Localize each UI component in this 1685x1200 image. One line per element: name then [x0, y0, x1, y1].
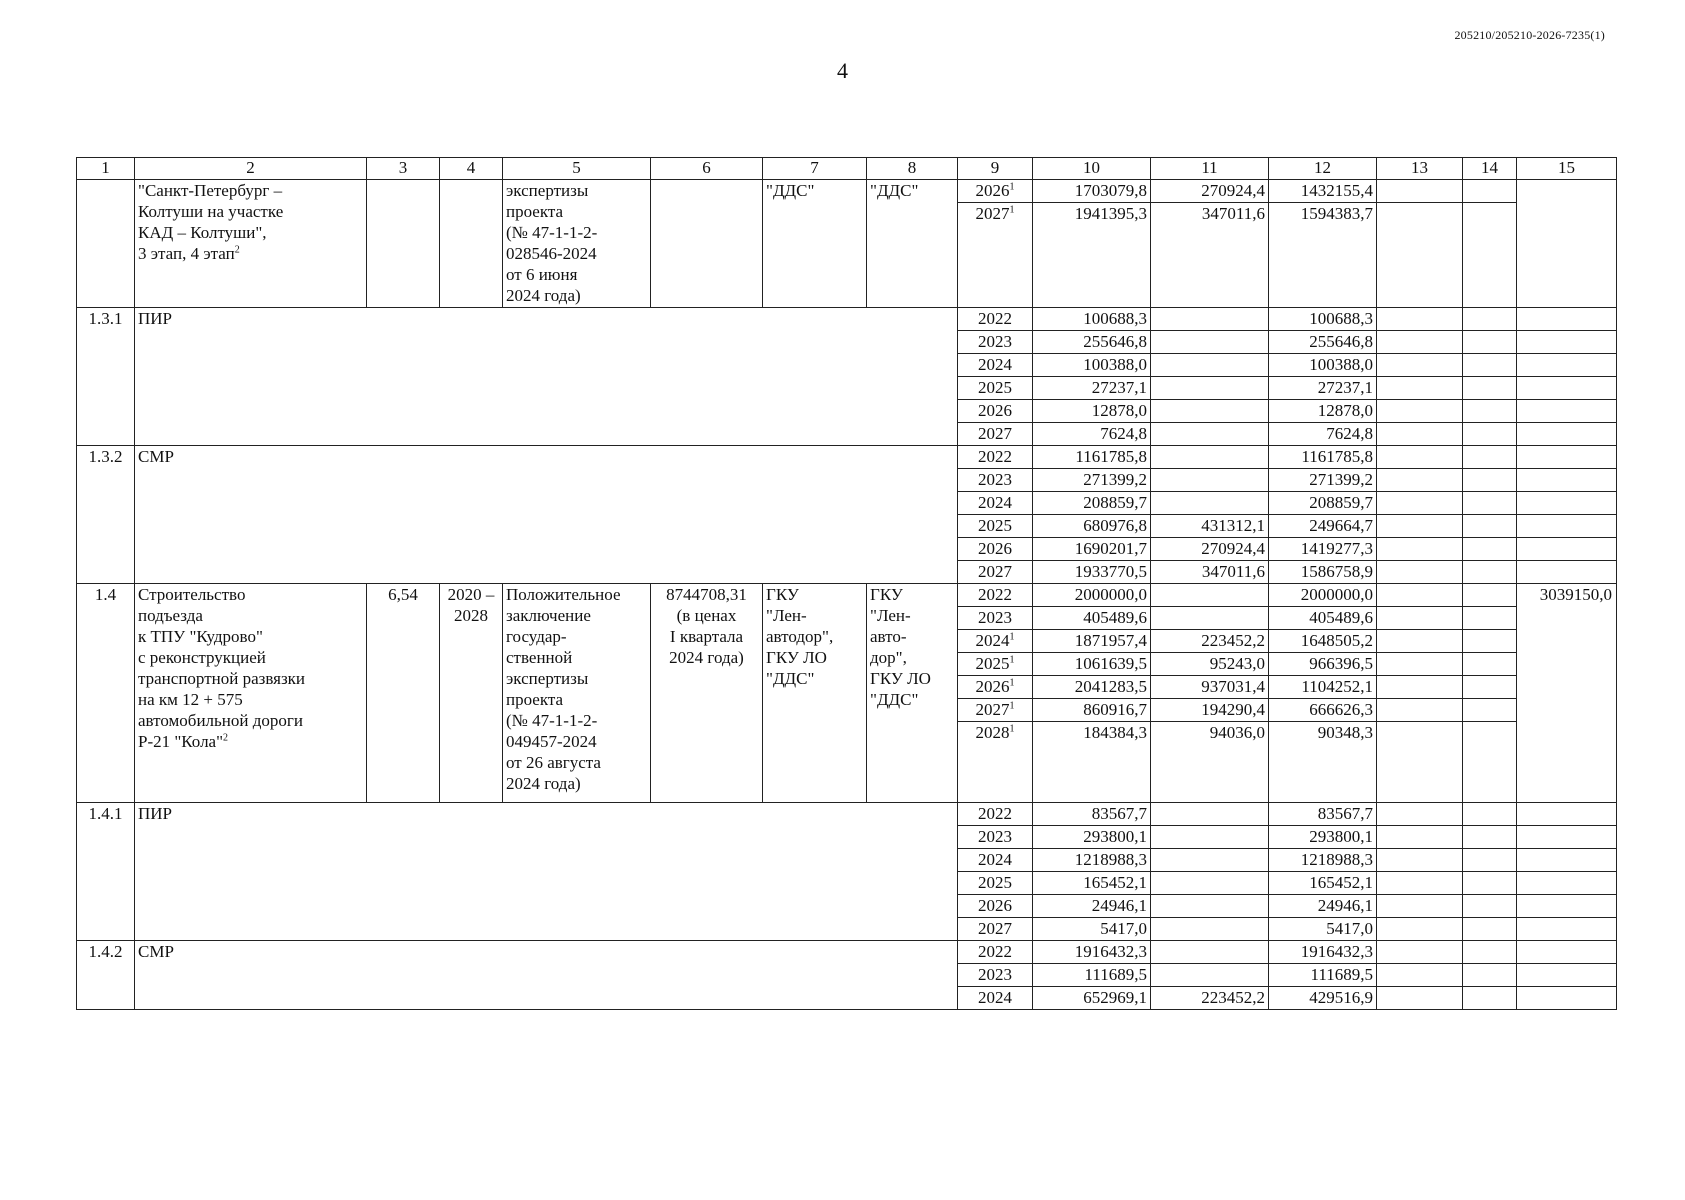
- year-value: 2026: [975, 677, 1010, 696]
- col15-cell: [1517, 331, 1617, 354]
- col-header: 15: [1517, 158, 1617, 180]
- col13-cell: [1377, 538, 1463, 561]
- col13-cell: [1377, 377, 1463, 400]
- item-number: 1.4.1: [77, 803, 135, 941]
- item-number: 1.3.1: [77, 308, 135, 446]
- year-cell: [958, 180, 1033, 203]
- year-value: 2027: [978, 562, 1012, 581]
- col15-cell: [1517, 895, 1617, 918]
- value-c11: [1151, 584, 1269, 607]
- col13-cell: [1377, 180, 1463, 203]
- year-cell: [958, 377, 1033, 400]
- col14-cell: [1463, 377, 1517, 400]
- col14-cell: [1463, 561, 1517, 584]
- value-c11: [1151, 308, 1269, 331]
- col13-cell: [1377, 515, 1463, 538]
- year-value: 2025: [978, 378, 1012, 397]
- col15-cell: [1517, 354, 1617, 377]
- value-c10: 27237,1: [1033, 377, 1151, 400]
- value-c12: 7624,8: [1269, 423, 1377, 446]
- year-value: 2024: [978, 355, 1012, 374]
- value-c10: 2000000,0: [1033, 584, 1151, 607]
- col15-cell: [1517, 803, 1617, 826]
- year-cell: [958, 469, 1033, 492]
- col14-cell: [1463, 918, 1517, 941]
- year-value: 2028: [975, 723, 1010, 742]
- year-value: 2023: [978, 965, 1012, 984]
- year-value: 2027: [978, 424, 1012, 443]
- col14-cell: [1463, 423, 1517, 446]
- value-c12: 249664,7: [1269, 515, 1377, 538]
- value-c11: 270924,4: [1151, 180, 1269, 203]
- col15-cell: [1517, 872, 1617, 895]
- col13-cell: [1377, 469, 1463, 492]
- value-c10: 1161785,8: [1033, 446, 1151, 469]
- col14-cell: [1463, 538, 1517, 561]
- value-c12: 1419277,3: [1269, 538, 1377, 561]
- year-cell: [958, 964, 1033, 987]
- col13-cell: [1377, 331, 1463, 354]
- value-c10: 184384,3: [1033, 722, 1151, 803]
- value-c11: 94036,0: [1151, 722, 1269, 803]
- value-c11: 270924,4: [1151, 538, 1269, 561]
- value-c11: [1151, 469, 1269, 492]
- value-c11: [1151, 492, 1269, 515]
- item-number: 1.3.2: [77, 446, 135, 584]
- footnote-mark: 1: [1009, 204, 1015, 216]
- col14-cell: [1463, 607, 1517, 630]
- section-label: ПИР: [135, 803, 958, 941]
- value-c12: 27237,1: [1269, 377, 1377, 400]
- col13-cell: [1377, 354, 1463, 377]
- year-value: 2024: [978, 493, 1012, 512]
- value-c10: 1703079,8: [1033, 180, 1151, 203]
- col13-cell: [1377, 722, 1463, 803]
- year-value: 2023: [978, 332, 1012, 351]
- year-cell: [958, 987, 1033, 1010]
- value-c12: 208859,7: [1269, 492, 1377, 515]
- value-c10: 2041283,5: [1033, 676, 1151, 699]
- col15-cell: [1517, 964, 1617, 987]
- col13-cell: [1377, 676, 1463, 699]
- col15-cell: [1517, 446, 1617, 469]
- year-value: 2025: [975, 654, 1010, 673]
- table-row: [77, 446, 1617, 469]
- year-cell: [958, 515, 1033, 538]
- value-c10: 1941395,3: [1033, 203, 1151, 308]
- value-c11: 937031,4: [1151, 676, 1269, 699]
- col-header: 8: [867, 158, 958, 180]
- col14-cell: [1463, 400, 1517, 423]
- developer-cell: ГКУ "Лен- авто- дор", ГКУ ЛО "ДДС": [867, 584, 958, 803]
- year-value: 2024: [975, 631, 1010, 650]
- value-c11: [1151, 446, 1269, 469]
- col14-cell: [1463, 515, 1517, 538]
- year-cell: [958, 203, 1033, 308]
- value-c12: 966396,5: [1269, 653, 1377, 676]
- col13-cell: [1377, 699, 1463, 722]
- value-c10: 1061639,5: [1033, 653, 1151, 676]
- period-cell: 2020 – 2028: [440, 584, 503, 803]
- col13-cell: [1377, 607, 1463, 630]
- page-number: 4: [837, 58, 848, 83]
- value-c11: 223452,2: [1151, 630, 1269, 653]
- value-c12: 1648505,2: [1269, 630, 1377, 653]
- col14-cell: [1463, 895, 1517, 918]
- value-c12: 293800,1: [1269, 826, 1377, 849]
- budget-table: [76, 157, 1617, 1010]
- col13-cell: [1377, 918, 1463, 941]
- year-cell: [958, 331, 1033, 354]
- year-cell: [958, 941, 1033, 964]
- year-cell: [958, 895, 1033, 918]
- col-header: 6: [651, 158, 763, 180]
- value-c11: 431312,1: [1151, 515, 1269, 538]
- value-c11: 194290,4: [1151, 699, 1269, 722]
- col13-cell: [1377, 203, 1463, 308]
- value-c11: [1151, 377, 1269, 400]
- footnote-mark: 2: [234, 244, 240, 256]
- year-value: 2022: [978, 804, 1012, 823]
- col-header: 9: [958, 158, 1033, 180]
- value-c11: [1151, 331, 1269, 354]
- year-cell: [958, 676, 1033, 699]
- value-c12: 255646,8: [1269, 331, 1377, 354]
- col15-cell: [1517, 400, 1617, 423]
- col14-cell: [1463, 180, 1517, 203]
- year-value: 2025: [978, 873, 1012, 892]
- col14-cell: [1463, 354, 1517, 377]
- value-c12: 111689,5: [1269, 964, 1377, 987]
- year-cell: [958, 446, 1033, 469]
- table-row: [77, 308, 1617, 331]
- value-c10: 100688,3: [1033, 308, 1151, 331]
- year-value: 2022: [978, 585, 1012, 604]
- document-id: 205210/205210-2026-7235(1): [1454, 28, 1605, 42]
- value-c12: 100688,3: [1269, 308, 1377, 331]
- value-c10: 255646,8: [1033, 331, 1151, 354]
- value-c10: 111689,5: [1033, 964, 1151, 987]
- col14-cell: [1463, 849, 1517, 872]
- value-c11: [1151, 826, 1269, 849]
- section-label: СМР: [135, 446, 958, 584]
- value-c10: 271399,2: [1033, 469, 1151, 492]
- footnote-mark: 1: [1009, 631, 1015, 643]
- value-c11: 223452,2: [1151, 987, 1269, 1010]
- value-c12: 1218988,3: [1269, 849, 1377, 872]
- col14-cell: [1463, 699, 1517, 722]
- value-c12: 1432155,4: [1269, 180, 1377, 203]
- col14-cell: [1463, 469, 1517, 492]
- value-c12: 429516,9: [1269, 987, 1377, 1010]
- value-c12: 24946,1: [1269, 895, 1377, 918]
- col-header: 12: [1269, 158, 1377, 180]
- value-c12: 1161785,8: [1269, 446, 1377, 469]
- col14-cell: [1463, 722, 1517, 803]
- year-cell: [958, 492, 1033, 515]
- value-c11: [1151, 803, 1269, 826]
- col-header: 2: [135, 158, 367, 180]
- value-c10: 12878,0: [1033, 400, 1151, 423]
- length-cell: [367, 180, 440, 308]
- length-cell: 6,54: [367, 584, 440, 803]
- value-c10: 293800,1: [1033, 826, 1151, 849]
- value-c11: [1151, 895, 1269, 918]
- value-c10: 165452,1: [1033, 872, 1151, 895]
- period-cell: [440, 180, 503, 308]
- year-cell: [958, 308, 1033, 331]
- value-c10: 680976,8: [1033, 515, 1151, 538]
- year-value: 2027: [975, 700, 1010, 719]
- col14-cell: [1463, 584, 1517, 607]
- item-number: 1.4.2: [77, 941, 135, 1010]
- footnote-mark: 1: [1009, 723, 1015, 735]
- value-c12: 5417,0: [1269, 918, 1377, 941]
- col14-cell: [1463, 676, 1517, 699]
- year-value: 2022: [978, 447, 1012, 466]
- value-c11: 95243,0: [1151, 653, 1269, 676]
- year-cell: [958, 722, 1033, 803]
- value-c11: [1151, 918, 1269, 941]
- year-value: 2026: [978, 896, 1012, 915]
- col13-cell: [1377, 826, 1463, 849]
- col15-cell: [1517, 538, 1617, 561]
- col13-cell: [1377, 630, 1463, 653]
- section-label: ПИР: [135, 308, 958, 446]
- year-value: 2025: [978, 516, 1012, 535]
- value-c11: [1151, 872, 1269, 895]
- value-c11: [1151, 607, 1269, 630]
- table-row: [77, 803, 1617, 826]
- col14-cell: [1463, 308, 1517, 331]
- value-c12: 2000000,0: [1269, 584, 1377, 607]
- col13-cell: [1377, 987, 1463, 1010]
- col-header: 7: [763, 158, 867, 180]
- value-c10: 1916432,3: [1033, 941, 1151, 964]
- object-name-cell: [135, 584, 367, 803]
- footnote-mark: 1: [1009, 654, 1015, 666]
- year-value: 2024: [978, 850, 1012, 869]
- col14-cell: [1463, 803, 1517, 826]
- col13-cell: [1377, 492, 1463, 515]
- col15-cell: [1517, 492, 1617, 515]
- col13-cell: [1377, 400, 1463, 423]
- col-header: 5: [503, 158, 651, 180]
- column-number-row: [77, 158, 1617, 180]
- year-cell: [958, 584, 1033, 607]
- item-number-cell: [77, 180, 135, 308]
- col14-cell: [1463, 331, 1517, 354]
- col13-cell: [1377, 803, 1463, 826]
- year-cell: [958, 423, 1033, 446]
- value-c10: 5417,0: [1033, 918, 1151, 941]
- value-c10: 1218988,3: [1033, 849, 1151, 872]
- value-c12: 12878,0: [1269, 400, 1377, 423]
- year-cell: [958, 630, 1033, 653]
- value-c11: 347011,6: [1151, 203, 1269, 308]
- value-c12: 90348,3: [1269, 722, 1377, 803]
- col14-cell: [1463, 653, 1517, 676]
- object-name-cell: [135, 180, 367, 308]
- value-c12: 271399,2: [1269, 469, 1377, 492]
- col-header: 13: [1377, 158, 1463, 180]
- value-c12: 1594383,7: [1269, 203, 1377, 308]
- col15-cell: [1517, 515, 1617, 538]
- value-c11: [1151, 423, 1269, 446]
- col14-cell: [1463, 492, 1517, 515]
- col13-cell: [1377, 308, 1463, 331]
- col15-cell: [1517, 918, 1617, 941]
- value-c12: 1104252,1: [1269, 676, 1377, 699]
- value-c11: 347011,6: [1151, 561, 1269, 584]
- year-value: 2027: [978, 919, 1012, 938]
- value-c10: 1871957,4: [1033, 630, 1151, 653]
- year-cell: [958, 826, 1033, 849]
- value-c10: 83567,7: [1033, 803, 1151, 826]
- object-name: "Санкт-Петербург – Колтуши на участке КАД – Колтуши", 3 этап, 4 этап: [138, 181, 284, 263]
- col13-cell: [1377, 941, 1463, 964]
- cost-cell: 8744708,31 (в ценах I квартала 2024 года): [651, 584, 763, 803]
- value-c10: 24946,1: [1033, 895, 1151, 918]
- footnote-mark: 1: [1009, 181, 1015, 193]
- year-cell: [958, 354, 1033, 377]
- expertise-cell: экспертизы проекта (№ 47-1-1-2- 028546-2024 от 6 июня 2024 года): [503, 180, 651, 308]
- col14-cell: [1463, 872, 1517, 895]
- col13-cell: [1377, 653, 1463, 676]
- value-c10: 1690201,7: [1033, 538, 1151, 561]
- value-c10: 405489,6: [1033, 607, 1151, 630]
- value-c12: 100388,0: [1269, 354, 1377, 377]
- col13-cell: [1377, 584, 1463, 607]
- customer-cell: ГКУ "Лен- автодор", ГКУ ЛО "ДДС": [763, 584, 867, 803]
- col-header: 10: [1033, 158, 1151, 180]
- table-row: [77, 180, 1617, 203]
- year-cell: [958, 872, 1033, 895]
- col-header: 14: [1463, 158, 1517, 180]
- value-c12: 83567,7: [1269, 803, 1377, 826]
- year-cell: [958, 918, 1033, 941]
- year-value: 2023: [978, 470, 1012, 489]
- year-cell: [958, 400, 1033, 423]
- col14-cell: [1463, 987, 1517, 1010]
- section-label: СМР: [135, 941, 958, 1010]
- value-c11: [1151, 400, 1269, 423]
- cost-cell: [651, 180, 763, 308]
- value-c10: 860916,7: [1033, 699, 1151, 722]
- value-c12: 165452,1: [1269, 872, 1377, 895]
- value-c11: [1151, 964, 1269, 987]
- col14-cell: [1463, 941, 1517, 964]
- value-c10: 208859,7: [1033, 492, 1151, 515]
- col15-cell: [1517, 423, 1617, 446]
- col15-cell: [1517, 849, 1617, 872]
- year-value: 2026: [978, 401, 1012, 420]
- value-c10: 652969,1: [1033, 987, 1151, 1010]
- value-c11: [1151, 354, 1269, 377]
- col15-cell: [1517, 826, 1617, 849]
- year-cell: [958, 699, 1033, 722]
- year-value: 2022: [978, 309, 1012, 328]
- year-value: 2026: [978, 539, 1012, 558]
- year-value: 2026: [975, 181, 1010, 200]
- year-value: 2023: [978, 827, 1012, 846]
- col15-value: 3039150,0: [1517, 584, 1617, 803]
- value-c12: 405489,6: [1269, 607, 1377, 630]
- col15-cell: [1517, 561, 1617, 584]
- col15-cell: [1517, 377, 1617, 400]
- col13-cell: [1377, 895, 1463, 918]
- footnote-mark: 1: [1009, 700, 1015, 712]
- table-row: [77, 941, 1617, 964]
- customer-cell: "ДДС": [763, 180, 867, 308]
- col15-cell: [1517, 469, 1617, 492]
- year-value: 2023: [978, 608, 1012, 627]
- col13-cell: [1377, 561, 1463, 584]
- item-number: 1.4: [77, 584, 135, 803]
- table-row: [77, 584, 1617, 607]
- footnote-mark: 2: [223, 732, 229, 744]
- col-header: 1: [77, 158, 135, 180]
- developer-cell: "ДДС": [867, 180, 958, 308]
- footnote-mark: 1: [1009, 677, 1015, 689]
- year-cell: [958, 803, 1033, 826]
- value-c12: 1916432,3: [1269, 941, 1377, 964]
- value-c12: 666626,3: [1269, 699, 1377, 722]
- value-c10: 1933770,5: [1033, 561, 1151, 584]
- col15-cell: [1517, 308, 1617, 331]
- col14-cell: [1463, 630, 1517, 653]
- col14-cell: [1463, 446, 1517, 469]
- col-header: 11: [1151, 158, 1269, 180]
- year-cell: [958, 653, 1033, 676]
- col13-cell: [1377, 423, 1463, 446]
- col13-cell: [1377, 872, 1463, 895]
- object-name: Строительство подъезда к ТПУ "Кудрово" с реконструкцией транспортной развязки на км 12 + 575 автомобильной дороги Р-21 "Кола": [138, 585, 306, 751]
- col13-cell: [1377, 849, 1463, 872]
- col13-cell: [1377, 446, 1463, 469]
- col14-cell: [1463, 826, 1517, 849]
- year-cell: [958, 561, 1033, 584]
- year-value: 2027: [975, 204, 1010, 223]
- value-c11: [1151, 941, 1269, 964]
- col14-cell: [1463, 203, 1517, 308]
- value-c10: 7624,8: [1033, 423, 1151, 446]
- col-header: 3: [367, 158, 440, 180]
- value-c10: 100388,0: [1033, 354, 1151, 377]
- value-c12: 1586758,9: [1269, 561, 1377, 584]
- expertise-cell: Положительное заключение государ- ственной экспертизы проекта (№ 47-1-1-2- 049457-2024 от 26 августа 2024 года): [503, 584, 651, 803]
- year-value: 2024: [978, 988, 1012, 1007]
- value-c11: [1151, 849, 1269, 872]
- col15-cell: [1517, 180, 1617, 308]
- year-cell: [958, 849, 1033, 872]
- col15-cell: [1517, 987, 1617, 1010]
- col15-cell: [1517, 941, 1617, 964]
- col13-cell: [1377, 964, 1463, 987]
- year-cell: [958, 538, 1033, 561]
- year-value: 2022: [978, 942, 1012, 961]
- year-cell: [958, 607, 1033, 630]
- col14-cell: [1463, 964, 1517, 987]
- col-header: 4: [440, 158, 503, 180]
